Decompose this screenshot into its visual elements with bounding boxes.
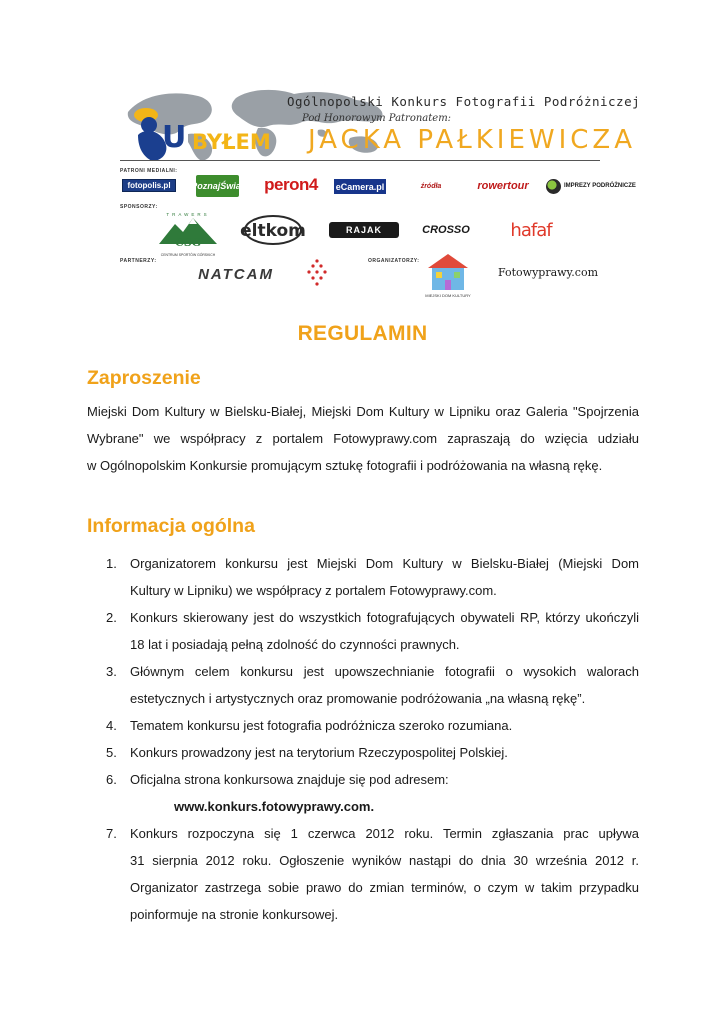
logo-csg-arc-text: TRAWERS xyxy=(166,212,210,217)
dots-logo-icon xyxy=(305,258,329,288)
logo-poznaj-swiat: PoznajŚwiat xyxy=(196,175,239,197)
list-item xyxy=(87,550,639,604)
logo-eltkom xyxy=(232,206,314,254)
list-item xyxy=(87,739,639,766)
list-number: 4. xyxy=(106,718,117,733)
contest-title: Ogólnopolski Konkurs Fotografii Podróżniczej xyxy=(287,94,641,109)
patron-label: Pod Honorowym Patronatem: xyxy=(302,113,452,124)
list-number: 6. xyxy=(106,772,117,787)
list-line: Konkurs prowadzony jest na terytorium Rzeczypospolitej Polskiej. xyxy=(130,745,508,760)
list-number: 2. xyxy=(106,610,117,625)
list-line: Oficjalna strona konkursowa znajduje się pod adresem: xyxy=(130,772,449,787)
invitation-paragraph xyxy=(87,398,639,479)
list-number: 3. xyxy=(106,664,117,679)
paragraph-line: Miejski Dom Kultury w Bielsku-Białej, Miejski Dom Kultury w Lipniku oraz Galeria "Spojrzenia xyxy=(87,404,639,419)
logo-imprezy-podroznicze xyxy=(546,175,636,197)
logo-mdk-text: MIEJSKI DOM KULTURY xyxy=(425,293,471,298)
logo-bylem-text: BYŁEM xyxy=(192,130,271,154)
rules-list xyxy=(87,550,639,928)
list-item xyxy=(87,766,639,793)
list-line: Organizatorem konkursu jest Miejski Dom Kultury w Bielsku-Białej (Miejski Dom xyxy=(130,556,639,571)
logo-rowertour: rowertour xyxy=(477,180,529,192)
logo-csg-subtitle: CENTRUM SPORTÓW GÓRSKICH xyxy=(160,253,216,257)
logo-eltkom-text: eltkom xyxy=(240,221,306,241)
logo-csg-text: CSG xyxy=(174,236,202,249)
logo-zrodla: źródła xyxy=(420,182,442,190)
list-item xyxy=(87,820,639,928)
house-icon xyxy=(426,252,470,292)
list-item xyxy=(87,604,639,658)
logo-rajak: RAJAK xyxy=(329,222,399,238)
logo-csg xyxy=(155,210,221,258)
list-item xyxy=(87,712,639,739)
logo-natcam: NATCAM xyxy=(198,265,274,283)
list-line: estetycznych i artystycznych oraz promowanie podróżowania „na własną rękę”. xyxy=(130,691,586,706)
partners-label: PARTNERZY: xyxy=(120,258,157,264)
logo-mdk xyxy=(420,250,476,300)
list-number: 7. xyxy=(106,826,117,841)
logo-ecamera: eCamera.pl xyxy=(334,179,386,194)
list-line: Kultury w Lipniku) we współpracy z portalem Fotowyprawy.com. xyxy=(130,583,497,598)
patron-name: JACKA PAŁKIEWICZA xyxy=(308,125,637,155)
list-line: Głównym celem konkursu jest upowszechnianie fotografii o wysokich walorach xyxy=(130,664,639,679)
list-line: 31 sierpnia 2012 roku. Ogłoszenie wyników nastąpi do dnia 30 września 2012 r. xyxy=(130,853,639,868)
list-line: Konkurs rozpoczyna się 1 czerwca 2012 roku. Termin zgłaszania prac upływa xyxy=(130,826,639,841)
list-number: 1. xyxy=(106,556,117,571)
section-heading-invitation: Zaproszenie xyxy=(87,367,201,389)
list-line: Konkurs skierowany jest do wszystkich fotografujących obywateli RP, którzy ukończyli xyxy=(130,610,639,625)
logo-peron4: peron4 xyxy=(264,175,318,194)
logo-imprezy-text: IMPREZY PODRÓŻNICZE xyxy=(564,182,636,189)
mountain-icon xyxy=(155,210,221,258)
document-title: REGULAMIN xyxy=(297,322,428,345)
list-number: 5. xyxy=(106,745,117,760)
paragraph-line: w Ogólnopolskim Konkursie promującym sztukę fotografii i podróżowania na własną rękę. xyxy=(87,458,603,473)
logo-fotowyprawy: Fotowyprawy.com xyxy=(497,265,599,279)
sponsors-label: SPONSORZY: xyxy=(120,204,158,210)
logo-fotopolis: fotopolis.pl xyxy=(122,179,176,192)
paragraph-line: Wybrane" we współpracy z portalem Fotowyprawy.com zapraszają do wzięcia udziału xyxy=(87,431,639,446)
logo-u-text: U xyxy=(162,120,186,155)
list-item xyxy=(87,658,639,712)
list-line: 18 lat i posiadają pełną zdolność do czynności prawnych. xyxy=(130,637,460,652)
banner-divider xyxy=(120,160,600,161)
list-line: Organizator zastrzega sobie prawo do zmian terminów, o czym w takim przypadku xyxy=(130,880,639,895)
media-patrons-label: PATRONI MEDIALNI: xyxy=(120,168,178,174)
list-line: poinformuje na stronie konkursowej. xyxy=(130,907,339,922)
list-line: Tematem konkursu jest fotografia podróżnicza szeroko rozumiana. xyxy=(130,718,513,733)
logo-crosso: CROSSO xyxy=(422,224,470,236)
contest-url[interactable]: www.konkurs.fotowyprawy.com. xyxy=(174,799,375,814)
organizers-label: ORGANIZATORZY: xyxy=(368,258,420,264)
logo-hafaf: hafaf xyxy=(510,219,552,241)
section-heading-general-info: Informacja ogólna xyxy=(87,515,255,537)
globe-icon xyxy=(546,179,561,194)
header-banner xyxy=(110,80,641,165)
